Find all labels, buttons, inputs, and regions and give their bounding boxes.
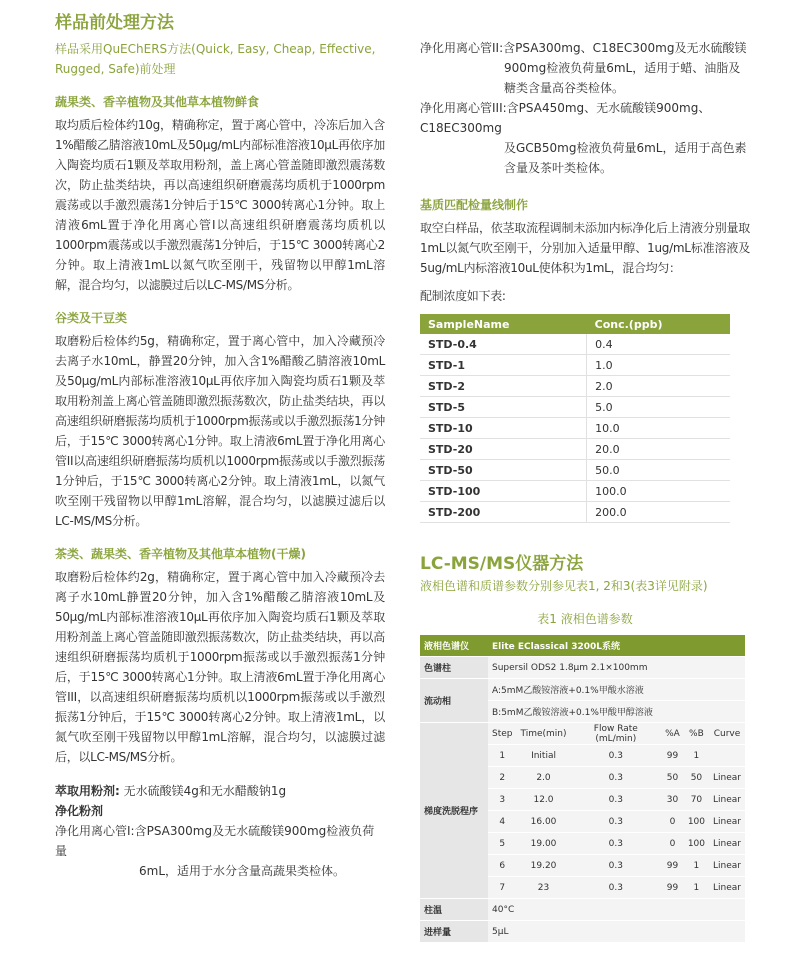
grad-cell: Linear: [709, 811, 745, 833]
section-title: 样品前处理方法: [55, 13, 174, 33]
tube-2-line-b: 900mg检液负荷量6mL，适用于蜡、油脂及糖类含量高谷类检体。: [504, 61, 741, 95]
grad-cell: 0: [661, 811, 684, 833]
conc-sample: STD-50: [420, 460, 587, 481]
grad-cell: 0.3: [571, 877, 662, 899]
conc-sample: STD-200: [420, 502, 587, 523]
table-row: [420, 657, 745, 679]
grad-cell: 5: [488, 833, 517, 855]
grad-cell: 1: [684, 877, 709, 899]
grad-cell: 4: [488, 811, 517, 833]
mobile-a: A:5mM乙酸铵溶液+0.1%甲酸水溶液: [488, 679, 745, 701]
injection-label: 进样量: [420, 921, 488, 943]
grad-cell: 0.3: [571, 855, 662, 877]
paragraph-grain: 取磨粉后检体约5g，精确称定，置于离心管中，加入冷藏预冷去离子水10mL，静置20分钟，加入含1%醋酸乙腈溶液10mL及50μg/mL内部标准溶液10μL再依序加入陶瓷均质石1颗及萃取用粉剂盖上离心管盖随即激烈振荡数次，防止盐类结块，再以高速组织研磨振荡均质机于1000rpm振荡或以手激烈振荡1分钟后，于15℃ 3000转离心1分钟。取上清液6mL置于净化用离心管II以高速组织研磨振荡均质机以1000rpm振荡或以手激烈振荡1分钟后，于15℃ 3000转离心2分钟。取上清液1mL，以氮气吹至刚干残留物以甲醇1mL溶解，混合均匀，以滤膜过滤后以LC-MS/MS分析。: [55, 334, 385, 528]
section-heading-fresh: 蔬果类、香辛植物及其他草本植物鲜食: [55, 95, 260, 109]
grad-cell: 99: [661, 855, 684, 877]
grad-cell: 1: [684, 855, 709, 877]
config-label: 配制浓度如下表:: [420, 289, 506, 303]
matrix-heading: 基质匹配检量线制作: [420, 198, 529, 212]
grad-cell: 12.0: [517, 789, 571, 811]
grad-cell: 2.0: [517, 767, 571, 789]
temp-label: 柱温: [420, 899, 488, 921]
grad-cell: [709, 745, 745, 767]
grad-cell: Linear: [709, 877, 745, 899]
table-row: [420, 723, 745, 745]
grad-cell: 19.20: [517, 855, 571, 877]
tube-1-line-b: 6mL，适用于水分含量高蔬果类检体。: [139, 864, 346, 878]
grad-cell: 0.3: [571, 767, 662, 789]
section-heading-dry: 茶类、蔬果类、香辛植物及其他草本植物(干燥): [55, 547, 306, 561]
tube-2: [420, 38, 750, 98]
intro-text: 样品采用QuEChERS方法(Quick, Easy, Cheap, Effective, Rugged, Safe)前处理: [55, 42, 376, 76]
conc-value: 5.0: [587, 397, 730, 418]
table-row: [420, 921, 745, 943]
lc-title: LC-MS/MS仪器方法: [420, 554, 584, 574]
table-row: [420, 502, 730, 523]
grad-cell: 0: [661, 833, 684, 855]
grad-cell: 1: [684, 745, 709, 767]
lc-parameter-table: [420, 635, 745, 943]
conc-sample: STD-1: [420, 355, 587, 376]
column-value: Supersil ODS2 1.8μm 2.1×100mm: [488, 657, 745, 679]
table-1-caption: 表1 液相色谱参数: [537, 612, 633, 626]
tube-1: [55, 821, 385, 881]
grad-cell: 1: [488, 745, 517, 767]
grad-cell: Initial: [517, 745, 571, 767]
tube-3-line-a: 净化用离心管III:含PSA450mg、无水硫酸镁900mg、C18EC300mg: [420, 101, 711, 135]
tube-2-line-a: 净化用离心管II:含PSA300mg、C18EC300mg及无水硫酸镁: [420, 41, 747, 55]
conc-value: 20.0: [587, 439, 730, 460]
conc-value: 10.0: [587, 418, 730, 439]
conc-value: 200.0: [587, 502, 730, 523]
grad-cell: 3: [488, 789, 517, 811]
left-column: [55, 0, 385, 881]
extract-powder: [55, 781, 385, 801]
grad-cell: Linear: [709, 767, 745, 789]
grad-cell: 0.3: [571, 745, 662, 767]
conc-sample: STD-5: [420, 397, 587, 418]
matrix-text: 取空白样品，依茎取流程调制未添加内标净化后上清液分别量取1mL以氮气吹至刚干，分别加入适量甲醇、1ug/mL标准溶液及5ug/mL内标溶液10uL使体积为1mL，混合均匀：: [420, 221, 750, 275]
column-label: 色谱柱: [420, 657, 488, 679]
conc-sample: STD-10: [420, 418, 587, 439]
paragraph-fresh: 取均质后检体约10g，精确称定，置于离心管中，冷冻后加入含1%醋酸乙腈溶液10mL及50μg/mL内部标准溶液10μL再依序加入陶瓷均质石1颗及萃取用粉剂，盖上离心管盖随即激烈震荡数次，防止盐类结块，再以高速组织研磨震荡均质机于1000rpm震荡或以手激烈震荡1分钟后于15℃ 3000转离心1分钟。取上清液6mL置于净化用离心管I以高速组织研磨震荡均质机以1000rpm震荡或以手激烈震荡1分钟后，于15℃ 3000转离心2分钟。取上清液1mL以氮气吹至刚干，残留物以甲醇1mL溶解，混合均匀，以滤膜过后以LC-MS/MS分析。: [55, 118, 385, 292]
mobile-b: B:5mM乙酸铵溶液+0.1%甲酸甲醇溶液: [488, 701, 745, 723]
grad-cell: 99: [661, 745, 684, 767]
conc-value: 2.0: [587, 376, 730, 397]
cleanup-label: 净化粉剂: [55, 804, 104, 818]
conc-value: 100.0: [587, 481, 730, 502]
grad-cell: 0.3: [571, 789, 662, 811]
grad-cell: 70: [684, 789, 709, 811]
conc-sample: STD-2: [420, 376, 587, 397]
conc-header-sample: SampleName: [420, 314, 587, 334]
table-row: [420, 899, 745, 921]
conc-header-row: [420, 314, 730, 334]
grad-cell: 23: [517, 877, 571, 899]
table-row: [420, 679, 745, 701]
table-row: [420, 397, 730, 418]
instrument-label: 液相色谱仪: [420, 635, 488, 657]
grad-header: Curve: [709, 723, 745, 745]
mobile-label: 流动相: [420, 679, 488, 723]
grad-header: Step: [488, 723, 517, 745]
grad-cell: Linear: [709, 855, 745, 877]
grad-cell: 50: [661, 767, 684, 789]
grad-cell: 19.00: [517, 833, 571, 855]
grad-cell: 2: [488, 767, 517, 789]
table-row: [420, 418, 730, 439]
extract-label: 萃取用粉剂:: [55, 784, 120, 798]
table-row: [420, 376, 730, 397]
conc-sample: STD-100: [420, 481, 587, 502]
grad-cell: 50: [684, 767, 709, 789]
grad-cell: 30: [661, 789, 684, 811]
section-heading-grain: 谷类及干豆类: [55, 311, 128, 325]
conc-value: 50.0: [587, 460, 730, 481]
grad-header: Flow Rate (mL/min): [571, 723, 662, 745]
temp-value: 40°C: [488, 899, 745, 921]
table-row: [420, 460, 730, 481]
instrument-value: Elite EClassical 3200L系统: [488, 635, 745, 657]
conc-sample: STD-20: [420, 439, 587, 460]
grad-header: %A: [661, 723, 684, 745]
grad-cell: 16.00: [517, 811, 571, 833]
tube-1-line-a: 净化用离心管I:含PSA300mg及无水硫酸镁900mg检液负荷量: [55, 824, 375, 858]
gradient-label: 梯度洗脱程序: [420, 723, 488, 899]
table-row: [420, 355, 730, 376]
lc-header-row: [420, 635, 745, 657]
right-column: [420, 0, 750, 943]
injection-value: 5μL: [488, 921, 745, 943]
grad-cell: 99: [661, 877, 684, 899]
conc-value: 1.0: [587, 355, 730, 376]
conc-value: 0.4: [587, 334, 730, 355]
table-row: [420, 334, 730, 355]
grad-header: Time(min): [517, 723, 571, 745]
tube-3-line-b: 及GCB50mg检液负荷量6mL，适用于高色素含量及茶叶类检体。: [504, 141, 747, 175]
concentration-table: [420, 314, 730, 523]
table-row: [420, 481, 730, 502]
paragraph-dry: 取磨粉后检体约2g，精确称定，置于离心管中加入冷藏预冷去离子水10mL静置20分钟，加入含1%醋酸乙腈溶液10mL及50μg/mL内部标准溶液10μL再依序加入陶瓷均质石1颗及萃取用粉剂盖上离心管盖随即激烈振荡数次，防止盐类结块，再以高速组织研磨振荡均质机于1000rpm振荡或以手激烈振荡1分钟后，于15℃ 3000转离心1分钟。取上清液6mL置于净化用离心管III，以高速组织研磨振荡均质机以1000rpm振荡或以手激烈振荡1分钟后，于15℃ 3000转离心2分钟。取上清液1mL，以氮气吹至刚干残留物以甲醇1mL溶解，混合均匀，以滤膜过滤后，以LC-MS/MS分析。: [55, 570, 385, 764]
grad-cell: Linear: [709, 833, 745, 855]
grad-cell: 100: [684, 811, 709, 833]
extract-value: 无水硫酸镁4g和无水醋酸钠1g: [123, 784, 287, 798]
tube-3: [420, 98, 750, 178]
grad-header: %B: [684, 723, 709, 745]
lc-subtitle: 液相色谱和质谱参数分别参见表1, 2和3(表3详见附录): [420, 579, 708, 593]
table-row: [420, 439, 730, 460]
grad-cell: Linear: [709, 789, 745, 811]
conc-header-conc: Conc.(ppb): [587, 314, 730, 334]
grad-cell: 100: [684, 833, 709, 855]
grad-cell: 0.3: [571, 811, 662, 833]
grad-cell: 6: [488, 855, 517, 877]
grad-cell: 7: [488, 877, 517, 899]
conc-sample: STD-0.4: [420, 334, 587, 355]
grad-cell: 0.3: [571, 833, 662, 855]
